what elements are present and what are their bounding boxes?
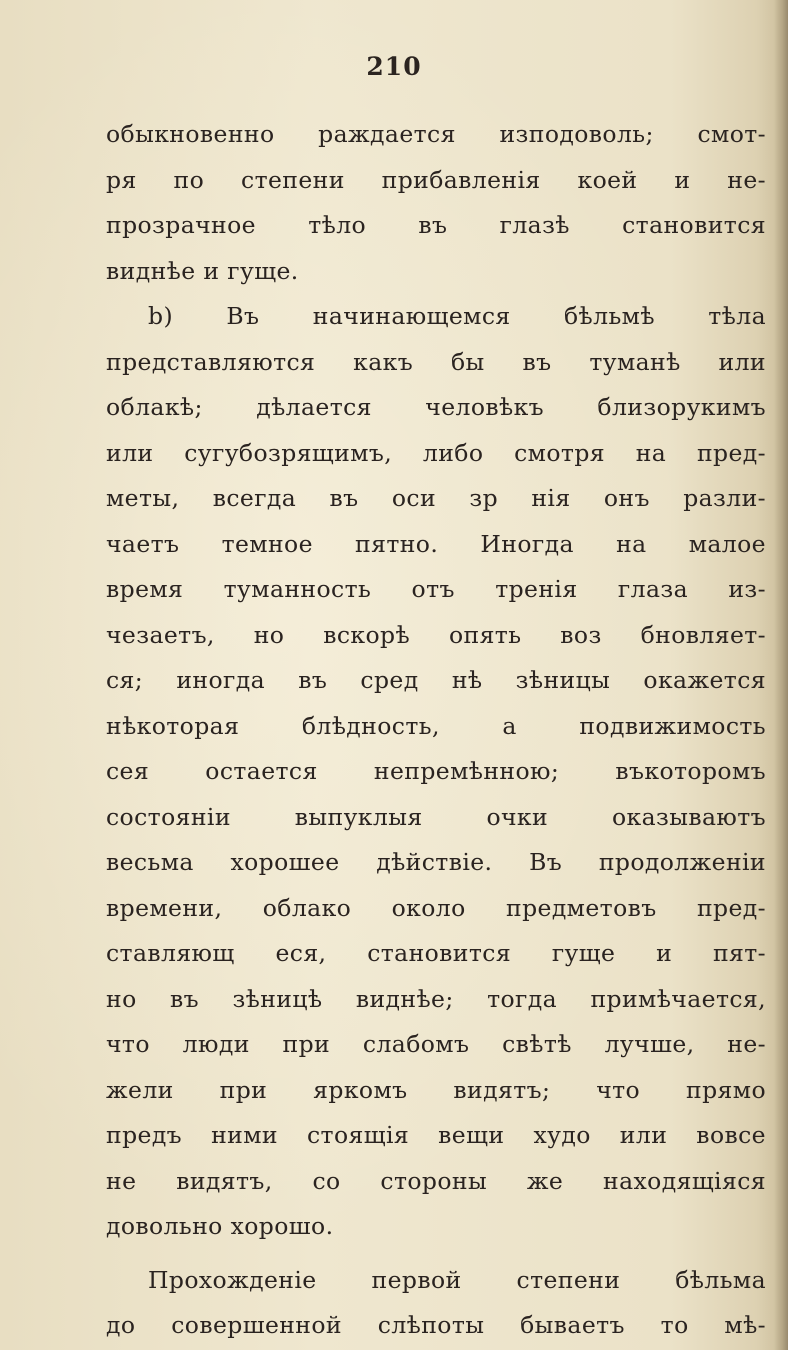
text-line: время туманность отъ тренія глаза из- <box>106 575 766 603</box>
text-line: предъ ними стоящія вещи худо или вовсе <box>106 1121 766 1149</box>
text-line: не видятъ, со стороны же находящіяся <box>106 1166 766 1195</box>
text-line: виднѣе и гуще. <box>106 256 299 285</box>
text-line: Прохожденіе первой степени бѣльма <box>148 1265 766 1294</box>
page-number: 210 <box>366 52 422 81</box>
text-line: или сугубозрящимъ, либо смотря на пред- <box>106 438 766 467</box>
text-line: прозрачное тѣло въ глазѣ становится <box>106 211 766 239</box>
text-line: до совершенной слѣпоты бываетъ то мѣ- <box>106 1311 766 1339</box>
text-line: чаетъ темное пятно. Иногда на малое <box>106 529 766 558</box>
text-line: b) Въ начинающемся бѣльмѣ тѣла <box>148 302 766 330</box>
text-line: довольно хорошо. <box>106 1212 334 1240</box>
text-line: жели при яркомъ видятъ; что прямо <box>106 1075 766 1104</box>
text-line: сея остается непремѣнною; въкоторомъ <box>106 757 766 785</box>
text-line: весьма хорошее дѣйствіе. Въ продолженіи <box>106 848 766 876</box>
text-line: меты, всегда въ оси зр нія онъ разли- <box>106 484 766 512</box>
text-line: обыкновенно раждается изподоволь; смот- <box>106 120 766 148</box>
text-line: представляются какъ бы въ туманѣ или <box>106 347 766 376</box>
text-line: ставляющ еся, становится гуще и пят- <box>106 939 766 967</box>
text-line: чезаетъ, но вскорѣ опять воз бновляет- <box>106 620 766 649</box>
body-text <box>106 112 766 1349</box>
text-line: облакѣ; дѣлается человѣкъ близорукимъ <box>106 393 766 421</box>
paragraph-gap <box>106 1250 766 1258</box>
text-line: состояніи выпуклыя очки оказываютъ <box>106 802 766 831</box>
page-edge-shadow <box>774 0 788 1350</box>
text-line: что люди при слабомъ свѣтѣ лучше, не- <box>106 1030 766 1058</box>
text-line: но въ зѣницѣ виднѣе; тогда примѣчается, <box>106 984 766 1013</box>
text-line: нѣкоторая блѣдность, а подвижимость <box>106 711 766 740</box>
text-line: ся; иногда въ сред нѣ зѣницы окажется <box>106 666 766 694</box>
text-line: времени, облако около предметовъ пред- <box>106 893 766 922</box>
text-line: ря по степени прибавленія коей и не- <box>106 165 766 194</box>
